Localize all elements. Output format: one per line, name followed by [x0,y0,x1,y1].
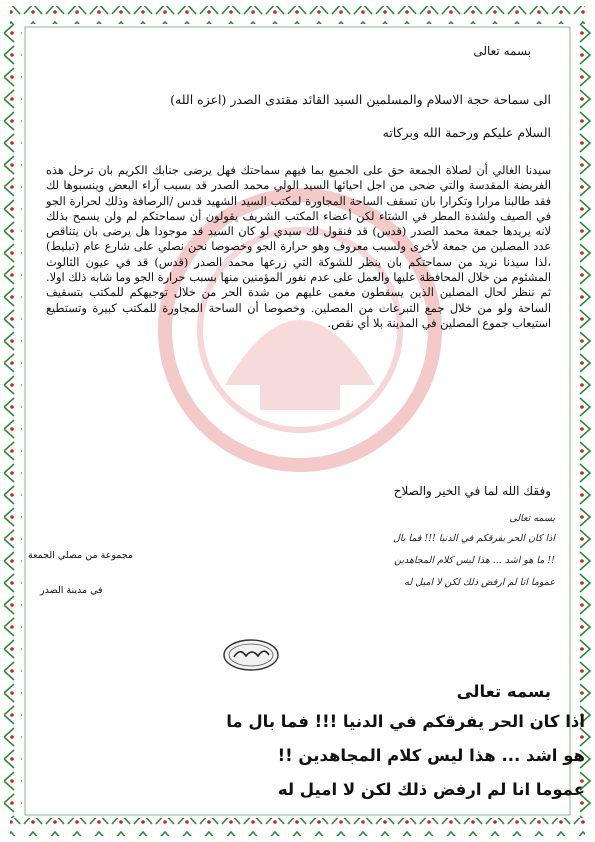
reply-line: هو اشد ... هذا ليس كلام المجاهدين !! [277,746,585,765]
reply-line: عموما انا لم ارفض ذلك لكن لا اميل له [277,780,585,799]
handwritten-line: اذا كان الحر يفرقكم في الدنيا !!! فما بال [393,533,555,544]
letter-closing: وفقك الله لما في الخير والصلاح [393,484,551,498]
letter-addressee: الى سماحة حجة الاسلام والمسلمين السيد القائد مقتدى الصدر (اعزه الله) [170,92,551,107]
letter-greeting: السلام عليكم ورحمة الله وبركاته [382,125,551,140]
handwritten-line: عموما انا لم ارفض ذلك لكن لا اميل له [404,577,555,588]
signature-group: مجموعة من مصلي الجمعة [28,550,133,561]
signature-city: في مدينة الصدر [40,585,103,596]
handwritten-reply [325,513,555,605]
letter-basmala: بسمه تعالى [473,44,531,58]
signature-stamp [222,638,280,672]
handwritten-line: ما هو اشد ... هذا ليس كلام المجاهدين !! [394,555,555,566]
letter-body: سيدنا الغالي أن لصلاة الجمعة حق على الجميع بما فيهم سماحتك فهل يرضى جنابك الكريم بان ترحل هذه الفريضة المقدسة والتي ضحى من اجل احيائها السيد الولي محمد الصدر قد بسبب آراء البعض وينسبوها لك فقد طالبنا مرارا وتكرارا بان تسقف الساحة المجاورة لمكتب السيد الشهيد قدس /الرصافة وذلك لحرارة الجو في الصيف ولشدة المطر في الشتاء لكن أعضاء المكتب الشريف يقولون أن سماحتكم لم ولن يسمح بذلك لانه يريدها جمعة محمد الصدر (قدس) قد فنقول لك سيدي لو كان السيد قد موجودا هل يرضى بان يتناقص عدد المصلين من جمعة لأخرى ولسبب معروف وهو حرارة الجو وخصوصا نحن نصلي على شارع عام (تبليط) ،لذا سيدنا نريد من سماحتكم بان ينظر للشوكة التي زرعها محمد الصدر (قدس) قد في عيون الثالوث المشئوم من خلال المحافظة عليها والعمل على عدم نفور المؤمنين منها بسبب حرارة الجو وما شابه ذلك اولا. ثم ننظر لحال المصلين الذين يسقطون مغمى عليهم من شدة الحر من خلال توجيهكم للمكتب بتسقيف الساحة ولو من خلال جمع التبرعات من المصلين. وخصوصا أن الساحة المجاورة للمكتب كبيرة وتستطيع استيعاب جموع المصلين في المدينة بلا أي نقص. [46,164,551,330]
reply-title: بسمه تعالى [456,682,551,701]
reply-line: اذا كان الحر يفرقكم في الدنيا !!! فما بال ما [226,712,585,731]
handwritten-line: بسمه تعالى [509,513,555,524]
